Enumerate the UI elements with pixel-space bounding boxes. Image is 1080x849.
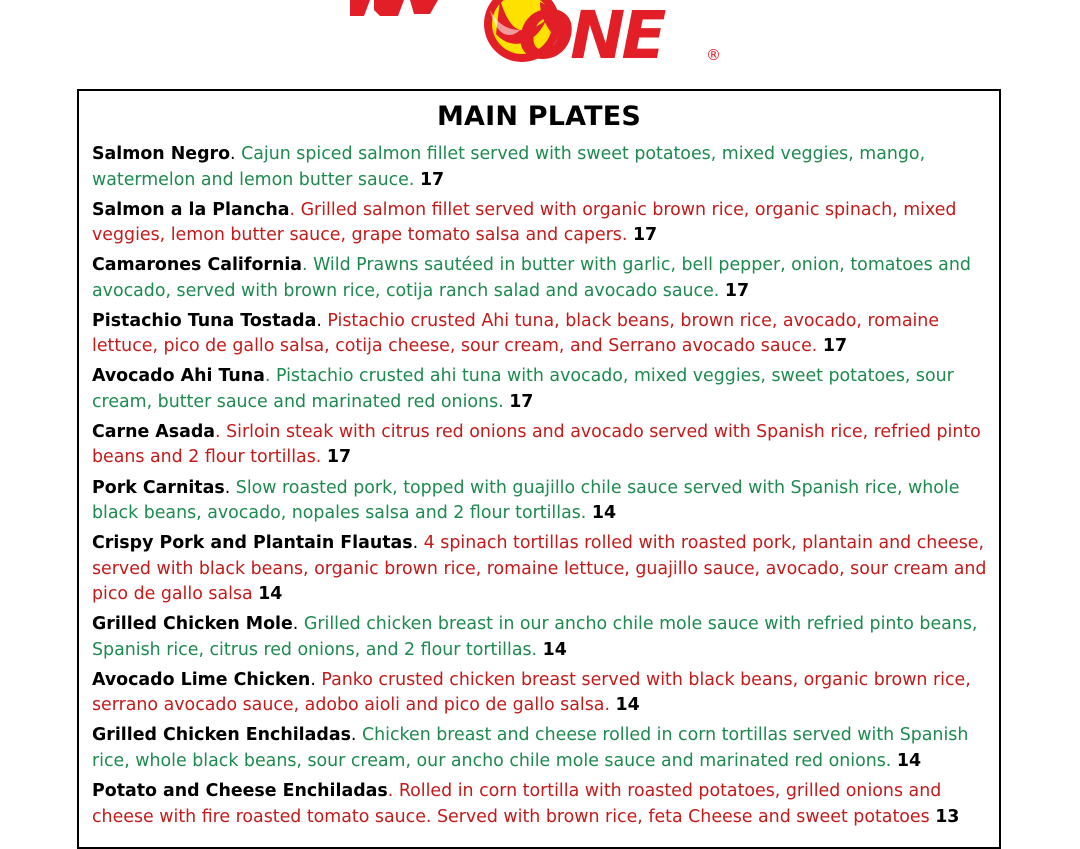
item-description: Grilled chicken breast in our ancho chile mole sauce with refried pinto beans, Spanish rice, citrus red onions, and 2 flour tortillas. — [92, 614, 978, 660]
item-description: Sirloin steak with citrus red onions and avocado served with Spanish rice, refried pinto beans and 2 flour tortillas. — [92, 421, 981, 468]
item-separator: . — [387, 781, 394, 802]
item-price: 14 — [542, 639, 567, 660]
item-separator: . — [412, 533, 419, 554]
item-price: 14 — [591, 503, 617, 524]
item-name: Salmon a la Plancha — [92, 199, 290, 220]
item-name: Crispy Pork and Plantain Flautas — [92, 533, 413, 554]
item-name: Pistachio Tuna Tostada — [92, 310, 317, 331]
menu-item — [92, 253, 989, 304]
item-description: Pistachio crusted Ahi tuna, black beans, brown rice, avocado, romaine lettuce, pico de gallo salsa, cotija cheese, sour cream, and Serrano avocado sauce. — [92, 310, 940, 357]
restaurant-logo — [340, 0, 730, 66]
item-description: 4 spinach tortillas rolled with roasted pork, plantain and cheese, served with black beans, organic brown rice, romaine lettuce, guajillo sauce, avocado, sour cream and pico de gallo salsa — [92, 533, 987, 605]
logo-text: ONE — [518, 0, 663, 66]
item-description: Panko crusted chicken breast served with black beans, organic brown rice, serrano avocado sauce, adobo aioli and pico de gallo salsa. — [92, 669, 971, 716]
item-name: Grilled Chicken Enchiladas — [92, 725, 351, 746]
item-price: 14 — [896, 750, 922, 771]
menu-item — [92, 198, 989, 249]
item-separator: . — [350, 725, 357, 746]
item-description: Rolled in corn tortilla with roasted potatoes, grilled onions and cheese with fire roasted tomato sauce. Served with brown rice, feta Cheese and sweet potatoes — [92, 781, 942, 827]
item-separator: . — [310, 669, 316, 690]
item-description: Cajun spiced salmon fillet served with sweet potatoes, mixed veggies, mango, watermelon and lemon butter sauce. — [92, 144, 926, 190]
registered-mark: ® — [706, 46, 721, 64]
item-name: Potato and Cheese Enchiladas — [92, 781, 388, 802]
item-price: 14 — [258, 584, 283, 605]
item-price: 17 — [724, 280, 750, 301]
item-price: 14 — [615, 695, 640, 716]
item-price: 17 — [326, 447, 352, 468]
menu-item-list — [92, 142, 989, 835]
item-price: 17 — [509, 391, 534, 412]
item-description: Wild Prawns sautéed in butter with garlic, bell pepper, onion, tomatoes and avocado, served with brown rice, cotija ranch salad and avocado sauce. — [92, 255, 971, 301]
item-separator: . — [292, 614, 299, 635]
menu-item — [92, 668, 989, 719]
menu-item — [92, 779, 989, 830]
item-separator: . — [316, 310, 322, 331]
item-name: Avocado Ahi Tuna — [92, 366, 265, 387]
item-name: Avocado Lime Chicken — [92, 669, 311, 690]
item-price: 17 — [632, 225, 658, 246]
menu-item — [92, 531, 989, 608]
item-price: 13 — [935, 806, 960, 827]
menu-item — [92, 476, 989, 527]
section-title: MAIN PLATES — [436, 101, 642, 132]
menu-item — [92, 723, 989, 774]
menu-item — [92, 364, 989, 415]
item-separator: . — [264, 366, 271, 387]
item-name: Pork Carnitas — [92, 477, 225, 498]
item-description: Pistachio crusted ahi tuna with avocado, mixed veggies, sweet potatoes, sour cream, butter sauce and marinated red onions. — [92, 366, 954, 412]
item-description: Slow roasted pork, topped with guajillo chile sauce served with Spanish rice, whole black beans, avocado, nopales salsa and 2 flour tortillas. — [92, 477, 960, 524]
menu-item — [92, 309, 989, 360]
item-description: Grilled salmon fillet served with organic brown rice, organic spinach, mixed veggies, lemon butter sauce, grape tomato salsa and capers. — [92, 199, 957, 246]
item-separator: . — [302, 255, 308, 276]
item-name: Camarones California — [92, 255, 303, 276]
item-price: 17 — [419, 169, 445, 190]
item-separator: . — [215, 421, 221, 442]
logo-graphic — [340, 0, 730, 66]
item-name: Grilled Chicken Mole — [92, 614, 293, 635]
menu-item — [92, 142, 989, 193]
item-price: 17 — [822, 336, 848, 357]
menu-section — [77, 89, 1001, 849]
menu-item — [92, 420, 989, 471]
item-separator: . — [230, 144, 236, 164]
menu-item — [92, 612, 989, 663]
item-separator: . — [224, 477, 231, 498]
item-description: Chicken breast and cheese rolled in corn tortillas served with Spanish rice, whole black beans, sour cream, our ancho chile mole sauce and marinated red onions. — [92, 725, 969, 771]
item-name: Carne Asada — [92, 421, 216, 442]
item-name: Salmon Negro — [92, 144, 231, 164]
item-separator: . — [289, 199, 296, 220]
